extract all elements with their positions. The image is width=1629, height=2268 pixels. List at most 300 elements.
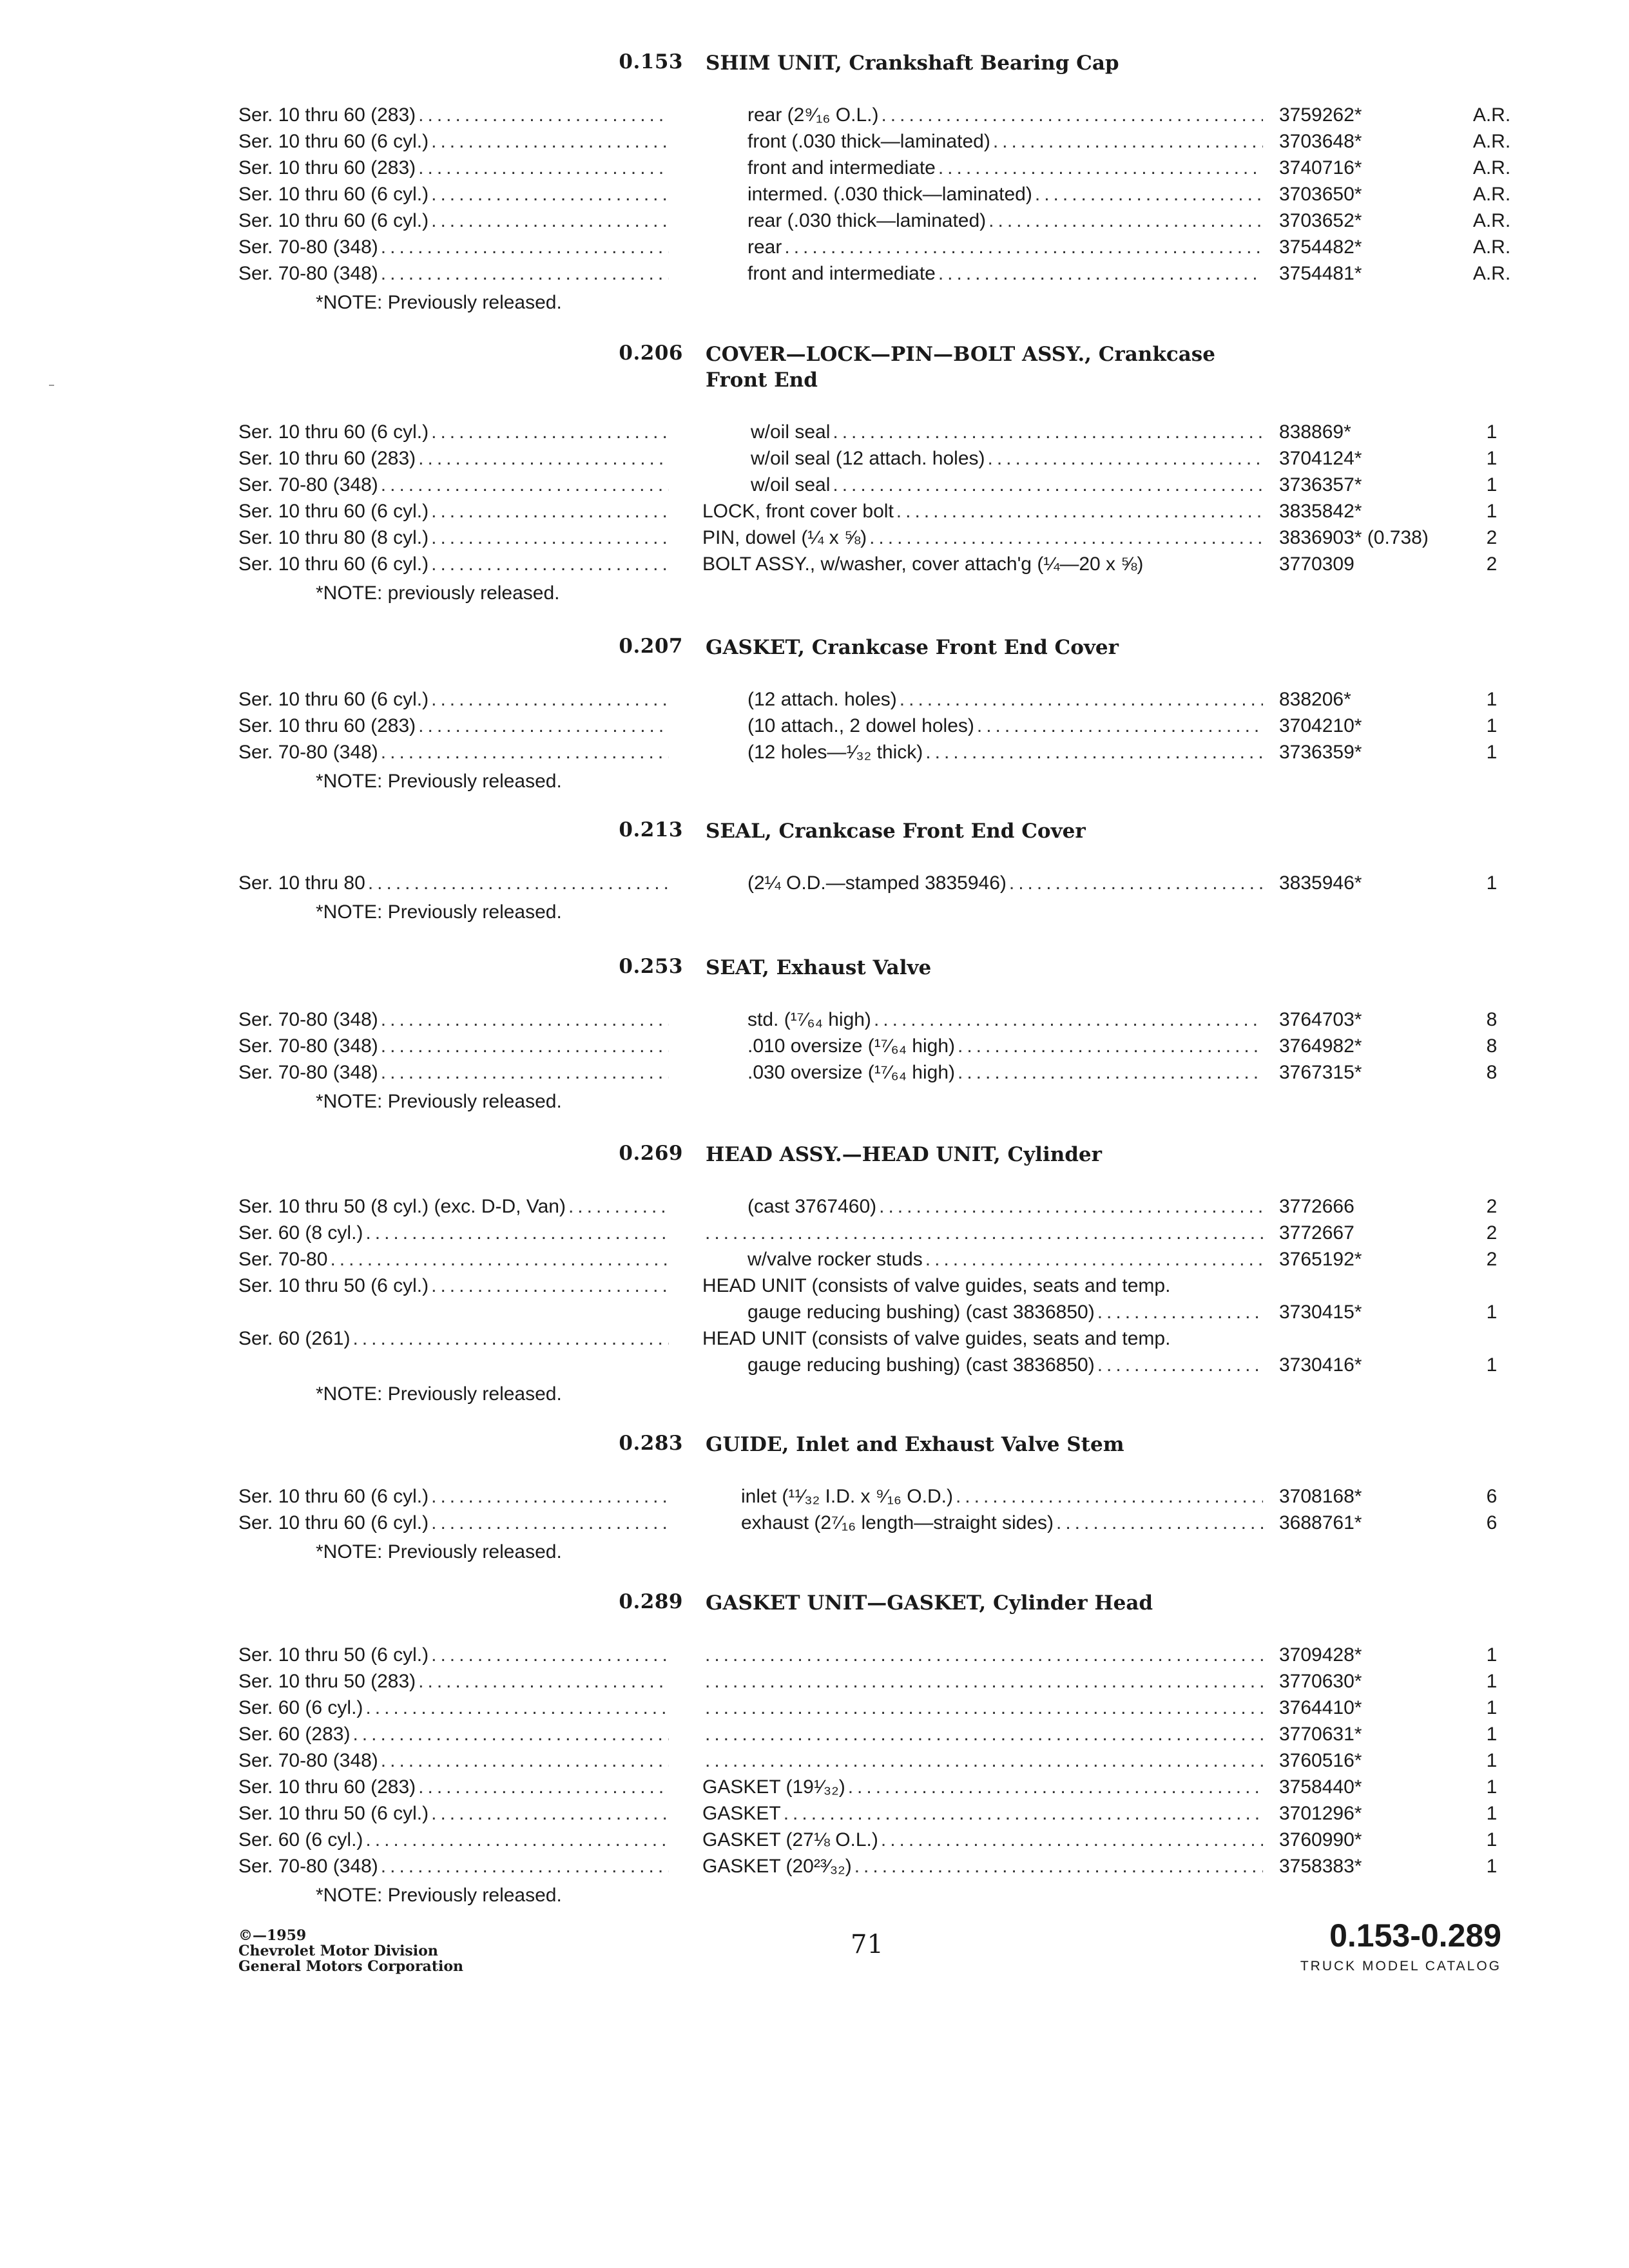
leader-dots [378,1006,669,1033]
description-cell [747,870,1263,896]
quantity: 8 [1486,1035,1498,1057]
description-cell [747,102,1263,128]
section-note: *NOTE: Previously released. [316,771,562,792]
leader-dots [782,234,1263,260]
description-cell [747,713,1263,739]
section-0-206 [0,341,1629,610]
section-header [0,1432,1629,1483]
leader-dots [429,207,669,234]
leader-dots [378,1853,669,1879]
leader-dots [429,1510,669,1536]
section-0-207 [0,635,1629,798]
description-cell [741,1510,1263,1536]
description-cell [747,207,1263,234]
part-number: 3701296* [1279,1803,1362,1824]
leader-dots [378,1747,669,1774]
series-cell [238,1246,669,1273]
leader-dots [416,713,669,739]
description-text: w/oil seal (12 attach. holes) [751,448,985,469]
leader-dots [416,102,669,128]
series-text: Ser. 70-80 (348) [238,474,378,495]
table-row [0,739,1629,765]
leader-dots [416,1774,669,1800]
series-text: Ser. 60 (6 cyl.) [238,1697,363,1718]
description-text: gauge reducing bushing) (cast 3836850) [747,1354,1095,1376]
description-cell [702,1747,1263,1774]
leader-dots [830,419,1263,445]
description-cell [747,739,1263,765]
part-number: 3704124* [1279,448,1362,469]
table-row [0,1747,1629,1774]
series-cell [238,445,669,472]
quantity: 2 [1486,1249,1498,1270]
description-cell [747,234,1263,260]
part-number: 3772666 [1279,1196,1354,1217]
series-cell [238,1510,669,1536]
series-cell [238,1273,669,1299]
leader-dots [416,1668,669,1695]
page-range: 0.153-0.289 [1329,1917,1501,1954]
table-row [0,713,1629,739]
leader-dots [429,1642,669,1668]
part-number: 3709428* [1279,1644,1362,1666]
series-text: Ser. 70-80 (348) [238,742,378,763]
section-header [0,955,1629,1006]
table-row [0,1800,1629,1827]
leader-dots [923,1246,1263,1273]
section-title [706,818,1286,844]
description-text: w/oil seal [751,474,831,495]
part-number: 3758383* [1279,1856,1362,1877]
leader-dots [845,1774,1263,1800]
section-title-line: GASKET, Crankcase Front End Cover [706,636,1119,659]
series-text: Ser. 10 thru 60 (6 cyl.) [238,184,429,205]
leader-dots [429,498,669,524]
part-number: 3759262* [1279,104,1362,126]
table-row [0,498,1629,524]
table-row [0,686,1629,713]
part-number: 3760516* [1279,1750,1362,1771]
table-row [0,1853,1629,1879]
description-cell [747,686,1263,713]
series-text: Ser. 60 (6 cyl.) [238,1829,363,1850]
leader-dots [923,739,1263,765]
leader-dots [871,1006,1263,1033]
leader-dots [566,1193,669,1220]
part-number: 3754482* [1279,236,1362,258]
series-cell [238,1006,669,1033]
series-text: Ser. 70-80 (348) [238,1009,378,1030]
table-row [0,234,1629,260]
series-cell [238,1853,669,1879]
leader-dots [429,1800,669,1827]
description-cell [702,1853,1263,1879]
table-row [0,1721,1629,1747]
leader-dots [378,1033,669,1059]
quantity: 2 [1486,527,1498,548]
series-cell [238,1483,669,1510]
description-text: GASKET (20²³⁄₃₂) [702,1856,852,1877]
leader-dots [378,1059,669,1086]
description-text: BOLT ASSY., w/washer, cover attach'g (¼—20 x ⅝) [702,553,1144,575]
section-title-line: SEAL, Crankcase Front End Cover [706,820,1086,843]
quantity: 1 [1486,421,1498,443]
series-cell [238,870,669,896]
table-row [0,128,1629,155]
part-number: 3770309 [1279,553,1354,575]
leader-dots [429,1273,669,1299]
leader-dots [378,472,669,498]
description-cell [751,445,1263,472]
leader-dots [429,551,669,577]
leader-dots [702,1747,1263,1774]
leader-dots [429,686,669,713]
series-cell [238,1721,669,1747]
leader-dots [953,1483,1263,1510]
description-cell [747,1059,1263,1086]
description-text: rear (2⁹⁄₁₆ O.L.) [747,104,879,126]
leader-dots [429,524,669,551]
description-text: gauge reducing bushing) (cast 3836850) [747,1302,1095,1323]
series-cell [238,1695,669,1721]
description-text: PIN, dowel (¼ x ⅝) [702,527,867,548]
section-header [0,1142,1629,1193]
quantity: 2 [1486,553,1498,575]
quantity: 2 [1486,1196,1498,1217]
leader-dots [990,128,1263,155]
leader-dots [955,1033,1263,1059]
quantity: 1 [1486,1776,1498,1798]
series-text: Ser. 70-80 (348) [238,1062,378,1083]
leader-dots [955,1059,1263,1086]
section-code: 0.269 [619,1142,683,1165]
series-cell [238,1059,669,1086]
section-title-line: GUIDE, Inlet and Exhaust Valve Stem [706,1433,1124,1456]
section-title-line: COVER—LOCK—PIN—BOLT ASSY., Crankcase [706,343,1215,366]
series-text: Ser. 70-80 [238,1249,328,1270]
quantity: 8 [1486,1009,1498,1030]
series-cell [238,472,669,498]
description-cell [747,1006,1263,1033]
section-code: 0.206 [619,341,683,365]
description-text: (2¼ O.D.—stamped 3835946) [747,872,1007,894]
section-note: *NOTE: Previously released. [316,1885,562,1906]
series-text: Ser. 70-80 (348) [238,263,378,284]
part-number: 3703648* [1279,131,1362,152]
table-row [0,1006,1629,1033]
table-row [0,551,1629,577]
series-cell [238,1747,669,1774]
description-text: rear (.030 thick—laminated) [747,210,987,231]
series-text: Ser. 60 (8 cyl.) [238,1222,363,1244]
leader-dots [986,207,1263,234]
series-text: Ser. 10 thru 60 (283) [238,448,416,469]
series-cell [238,419,669,445]
series-cell [238,207,669,234]
leader-dots [878,1827,1263,1853]
section-note: *NOTE: Previously released. [316,1541,562,1562]
part-number: 3730416* [1279,1354,1362,1376]
description-cell [702,1220,1263,1246]
part-number: 3688761* [1279,1512,1362,1533]
description-text: rear [747,236,782,258]
quantity: A.R. [1472,104,1511,126]
leader-dots [830,472,1263,498]
table-row [0,260,1629,287]
part-number: 3703650* [1279,184,1362,205]
table-row [0,1827,1629,1853]
leader-dots [867,524,1263,551]
section-0-269 [0,1142,1629,1410]
series-cell [238,551,669,577]
series-text: Ser. 10 thru 60 (283) [238,157,416,178]
description-cell [702,498,1263,524]
table-row [0,1668,1629,1695]
table-row [0,1193,1629,1220]
description-text: (12 holes—¹⁄₃₂ thick) [747,742,923,763]
section-code: 0.289 [619,1590,683,1613]
quantity: 1 [1486,1803,1498,1824]
series-text: Ser. 10 thru 60 (6 cyl.) [238,1512,429,1533]
leader-dots [378,739,669,765]
description-text: front and intermediate [747,263,936,284]
leader-dots [1032,181,1263,207]
corporation-name: General Motors Corporation [238,1958,464,1975]
section-title [706,341,1286,393]
section-title [706,50,1286,76]
leader-dots [1095,1352,1263,1378]
series-text: Ser. 10 thru 60 (6 cyl.) [238,501,429,522]
quantity: 8 [1486,1062,1498,1083]
quantity: 1 [1486,1750,1498,1771]
section-note: *NOTE: Previously released. [316,901,562,923]
description-cell [747,155,1263,181]
description-cell [747,128,1263,155]
quantity: A.R. [1472,263,1511,284]
quantity: 1 [1486,501,1498,522]
leader-dots [1095,1299,1263,1325]
table-row [0,1246,1629,1273]
copyright: ©—1959 [238,1927,307,1944]
part-number: 3708168* [1279,1486,1362,1507]
section-title [706,1432,1286,1457]
quantity: 1 [1486,1829,1498,1850]
section-title [706,1142,1286,1168]
series-text: Ser. 70-80 (348) [238,236,378,258]
quantity: 6 [1486,1512,1498,1533]
section-note: *NOTE: previously released. [316,582,560,604]
section-code: 0.253 [619,955,683,978]
series-cell [238,1642,669,1668]
description-cell [702,1774,1263,1800]
section-title [706,635,1286,660]
series-text: Ser. 10 thru 60 (6 cyl.) [238,131,429,152]
series-cell [238,102,669,128]
section-0-283 [0,1432,1629,1568]
description-text: w/oil seal [751,421,831,443]
description-cell [702,551,1263,577]
table-row [0,472,1629,498]
section-note: *NOTE: Previously released. [316,1091,562,1112]
catalog-name: TRUCK MODEL CATALOG [1300,1959,1501,1974]
series-text: Ser. 10 thru 50 (283) [238,1671,416,1692]
part-number: 3754481* [1279,263,1362,284]
leader-dots [350,1721,669,1747]
quantity: 1 [1486,1302,1498,1323]
description-cell [747,1246,1263,1273]
section-code: 0.153 [619,50,683,73]
section-note: *NOTE: Previously released. [316,1383,562,1405]
series-cell [238,498,669,524]
section-note: *NOTE: Previously released. [316,292,562,313]
description-text: GASKET (27⅛ O.L.) [702,1829,878,1850]
series-text: Ser. 70-80 (348) [238,1035,378,1057]
part-number: 3770630* [1279,1671,1362,1692]
description-cell [702,1695,1263,1721]
description-text: w/valve rocker studs [747,1249,923,1270]
series-cell [238,739,669,765]
series-text: Ser. 10 thru 60 (283) [238,715,416,736]
leader-dots [1054,1510,1263,1536]
table-row [0,1220,1629,1246]
table-row [0,419,1629,445]
description-line-2 [702,1299,1263,1325]
leader-dots [378,234,669,260]
section-title [706,1590,1286,1616]
table-row [0,1033,1629,1059]
quantity: 1 [1486,1856,1498,1877]
part-number: 838206* [1279,689,1351,710]
leader-dots [936,155,1263,181]
description-cell [702,1642,1263,1668]
leader-dots [365,870,669,896]
description-text: std. (¹⁷⁄₆₄ high) [747,1009,871,1030]
leader-dots [1007,870,1263,896]
table-row [0,1510,1629,1536]
series-cell [238,181,669,207]
series-cell [238,1220,669,1246]
series-text: Ser. 10 thru 50 (6 cyl.) [238,1275,429,1296]
series-cell [238,686,669,713]
series-text: Ser. 60 (283) [238,1724,351,1745]
description-text: .030 oversize (¹⁷⁄₆₄ high) [747,1062,956,1083]
series-cell [238,260,669,287]
description-text: intermed. (.030 thick—laminated) [747,184,1032,205]
description-line-1: HEAD UNIT (consists of valve guides, seats and temp. [702,1275,1171,1296]
series-text: Ser. 10 thru 50 (6 cyl.) [238,1803,429,1824]
quantity: 1 [1486,872,1498,894]
leader-dots [416,155,669,181]
description-text: (12 attach. holes) [747,689,897,710]
description-cell [702,1827,1263,1853]
description-text: GASKET [702,1803,781,1824]
leader-dots [363,1827,669,1853]
part-number: 3772667 [1279,1222,1354,1244]
table-row [0,870,1629,896]
quantity: 6 [1486,1486,1498,1507]
part-number: 3760990* [1279,1829,1362,1850]
series-cell [238,1325,669,1352]
description-text: LOCK, front cover bolt [702,501,894,522]
section-code: 0.207 [619,635,683,658]
series-text: Ser. 70-80 (348) [238,1750,378,1771]
leader-dots [416,445,669,472]
section-title-line-2: Front End [706,369,818,392]
quantity: 1 [1486,448,1498,469]
leader-dots [876,1193,1263,1220]
leader-dots [429,419,669,445]
leader-dots [429,1483,669,1510]
leader-dots [327,1246,669,1273]
leader-dots [429,181,669,207]
table-row [0,155,1629,181]
series-cell [238,234,669,260]
description-cell [747,260,1263,287]
section-title-line: GASKET UNIT—GASKET, Cylinder Head [706,1591,1153,1615]
description-cell [702,1273,1263,1325]
quantity: 1 [1486,689,1498,710]
series-cell [238,1668,669,1695]
leader-dots [378,260,669,287]
description-cell [741,1483,1263,1510]
table-row [0,1483,1629,1510]
series-cell [238,524,669,551]
description-text: front (.030 thick—laminated) [747,131,990,152]
section-header [0,635,1629,686]
leader-dots [897,686,1263,713]
quantity: 1 [1486,1697,1498,1718]
series-text: Ser. 10 thru 50 (6 cyl.) [238,1644,429,1666]
series-text: Ser. 60 (261) [238,1328,351,1349]
leader-dots [363,1695,669,1721]
series-text: Ser. 70-80 (348) [238,1856,378,1877]
part-number: 3736359* [1279,742,1362,763]
description-cell [702,1668,1263,1695]
part-number: 3764703* [1279,1009,1362,1030]
leader-dots [936,260,1263,287]
quantity: A.R. [1472,236,1511,258]
leader-dots [363,1220,669,1246]
description-text: exhaust (2⁷⁄₁₆ length—straight sides) [741,1512,1054,1533]
part-number: 3740716* [1279,157,1362,178]
quantity: A.R. [1472,157,1511,178]
description-cell [751,472,1263,498]
series-cell [238,1193,669,1220]
table-row [0,1325,1629,1378]
table-row [0,102,1629,128]
quantity: 1 [1486,742,1498,763]
description-cell [702,1800,1263,1827]
series-cell [238,713,669,739]
table-row [0,524,1629,551]
part-number: 3764410* [1279,1697,1362,1718]
series-cell [238,1774,669,1800]
description-cell [747,181,1263,207]
quantity: A.R. [1472,184,1511,205]
series-cell [238,155,669,181]
leader-dots [878,102,1263,128]
series-text: Ser. 10 thru 60 (283) [238,104,416,126]
description-cell [702,524,1263,551]
table-row [0,445,1629,472]
part-number: 3835842* [1279,501,1362,522]
description-text: (cast 3767460) [747,1196,877,1217]
quantity: 2 [1486,1222,1498,1244]
section-header [0,50,1629,102]
section-0-153 [0,50,1629,319]
leader-dots [985,445,1263,472]
section-code: 0.213 [619,818,683,841]
